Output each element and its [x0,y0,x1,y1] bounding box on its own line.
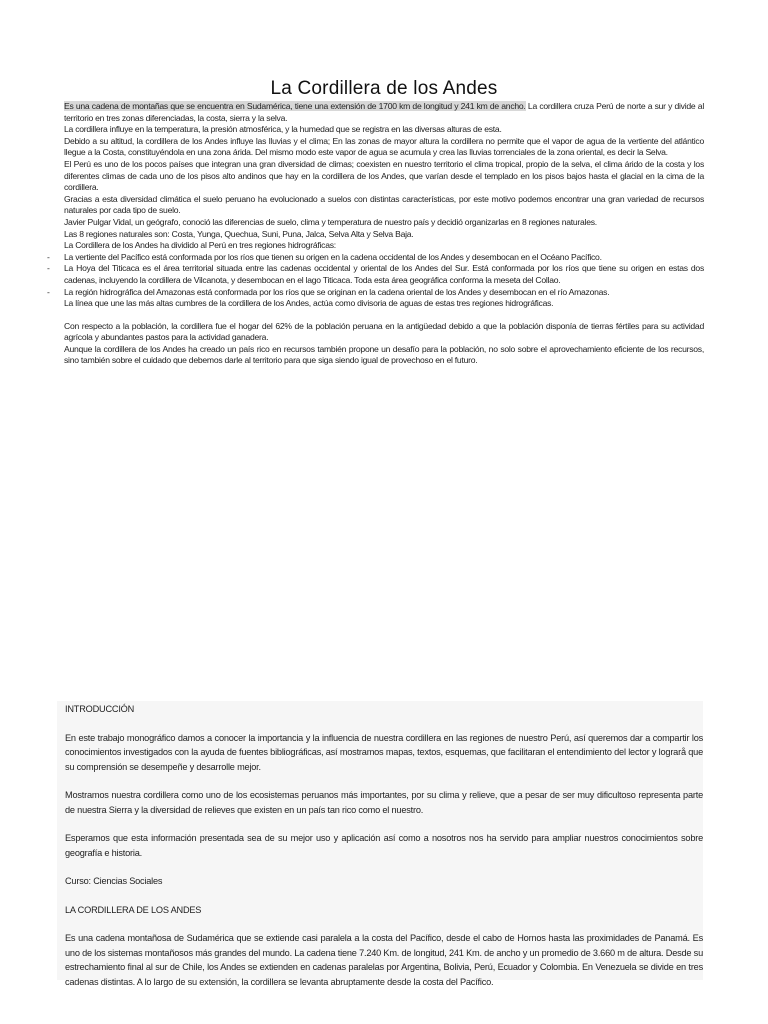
list-item-text: La región hidrográfica del Amazonas está conformada por los ríos que se originan en la cadena oriental de los Andes y desembocan en el río Amazonas. [64,286,610,297]
intro-paragraph: Mostramos nuestra cordillera como uno de los ecosistemas peruanos más importantes, por su clima y relieve, que a pesar de ser muy dificultoso representa parte de nuestra Sierra y la diversidad de relieves que existen en un país tan rico como el nuestro. [65,790,703,815]
paragraph-regions: Las 8 regiones naturales son: Costa, Yunga, Quechua, Suni, Puna, Jalca, Selva Alta y Selva Baja. [64,228,414,239]
highlighted-text: Es una cadena de montañas que se encuentra en Sudamérica, tiene una extensión de 1700 km de longitud y 241 km de ancho. [64,101,526,111]
paragraph-hydro-intro: La Cordillera de los Andes ha dividido al Perú en tres regiones hidrográficas: [64,240,336,251]
bullet-mark: - [47,286,50,297]
paragraph-challenge: Aunque la cordillera de los Andes ha creado un país rico en recursos también propone un desafío para la población, no solo sobre el aprovechamiento eficiente de los recursos, sino también sobre el cuidado que debemos darle al territorio para que siga siendo igual de provechoso en el futuro. [64,343,704,366]
section-paragraph: Es una cadena montañosa de Sudamérica que se extiende casi paralela a la costa del Pacífico, desde el cabo de Hornos hasta las proximidades de Panamá. Es uno de los sistemas montañosos más grandes del mundo. La cadena tiene 7.240 Km. de longitud, 241 Km. de ancho y un promedio de 3.660 m de altura. Desde su estrechamiento final al sur de Chile, los Andes se extienden en cadenas paralelas por Argentina, Bolivia, Perú, Ecuador y Colombia. En Venezuela se divide en tres cadenas distintas. A lo largo de su extensión, la cordillera se levanta abruptamente desde la costa del Pacífico. [65,933,703,987]
paragraph-spacer [65,717,703,731]
document-body-lower [57,701,703,987]
paragraph-population: Con respecto a la población, la cordillera fue el hogar del 62% de la población peruana en la antigüedad debido a que la población disponía de tierras fértiles para su actividad agrícola y abundantes pastos para la actividad ganadera. [64,320,704,343]
list-item-text: La Hoya del Titicaca es el área territorial situada entre las cadenas occidental y oriental de los Andes del Sur. Está conformada por los ríos que tiene su origen en estas dos cadenas, incluyendo la cordillera de Vilcanota, y desembocan en el lago Titicaca. Toda esta área geográfica conforma la meseta del Collao. [64,263,704,285]
paragraph-soils: Gracias a esta diversidad climática el suelo peruano ha evolucionado a suelos con distintas características, por este motivo podemos encontrar una gran variedad de recursos naturales por cada tipo de suelo. [64,193,704,216]
paragraph-climates: El Perú es uno de los pocos países que integran una gran diversidad de climas; coexisten en nuestro territorio el clima tropical, propio de la selva, el clima árido de la costa y los diferentes climas de cada uno de los pisos alto andinos que hay en la cordillera de los Andes, que varían desde el templado en los pisos bajos hasta el glacial en la cima de la cordillera. [64,158,704,193]
list-item [47,286,704,299]
document-title: La Cordillera de los Andes [270,78,498,99]
bullet-mark: - [47,263,50,274]
list-item-text: La vertiente del Pacífico está conformada por los ríos que tienen su origen en la cadena occidental de los Andes y desembocan en el Océano Pacífico. [64,251,602,262]
paragraph-pulgar-vidal: Javier Pulgar Vidal, un geógrafo, conoció las diferencias de suelo, clima y temperatura de nuestro país y decidió organizarlas en 8 regiones naturales. [64,216,597,227]
list-item [47,251,704,264]
bullet-mark: - [47,251,50,262]
paragraph-spacer [65,860,703,874]
list-item [47,263,704,286]
paragraph-spacer [65,889,703,903]
paragraph-divide: La línea que une las más altas cumbres de la cordillera de los Andes, actúa como divisoria de aguas de estas tres regiones hidrográficas. [64,298,554,309]
paragraph-influence: La cordillera influye en la temperatura, la presión atmosférica, y la humedad que se registra en las diversas alturas de esta. [64,124,502,135]
paragraph-spacer [65,817,703,831]
paragraph-altitude: Debido a su altitud, la cordillera de los Andes influye las lluvias y el clima; En las zonas de mayor altura la cordillera no permite que el vapor de agua de la vertiente del atlántico llegue a la Costa, constituyéndola en una zona árida. Del mismo modo este vapor de agua se acumula y crea las lluvias torrenciales de la zona oriental, es decir la Selva. [64,135,704,158]
paragraph-spacer [65,917,703,931]
intro-paragraph: Esperamos que esta información presentada sea de su mejor uso y aplicación así como a nosotros nos ha servido para ampliar nuestros conocimientos sobre geografía e historia. [65,833,703,858]
course-label: Curso: Ciencias Sociales [65,876,163,886]
paragraph-spacer [64,310,704,321]
section-heading: LA CORDILLERA DE LOS ANDES [65,904,202,915]
paragraph-text: La cordillera cruza Perú de norte a sur y divide al territorio en tres zonas diferenciadas, la costa, sierra y la selva. [64,101,704,123]
paragraph-spacer [65,774,703,788]
intro-paragraph: En este trabajo monográfico damos a conocer la importancia y la influencia de nuestra cordillera en las regiones de nuestro Perú, así queremos dar a compartir los conocimientos investigados con la ayuda de fuentes bibliográficas, así mostramos mapas, textos, esquemas, que facilitaran el entendimiento del lector y lograrå que su comprensión se desempeñe y desarrolle mejor. [65,732,703,772]
paragraph-definition [64,101,704,124]
document-body-top [47,101,704,367]
intro-heading: INTRODUCCIÓN [65,704,135,714]
